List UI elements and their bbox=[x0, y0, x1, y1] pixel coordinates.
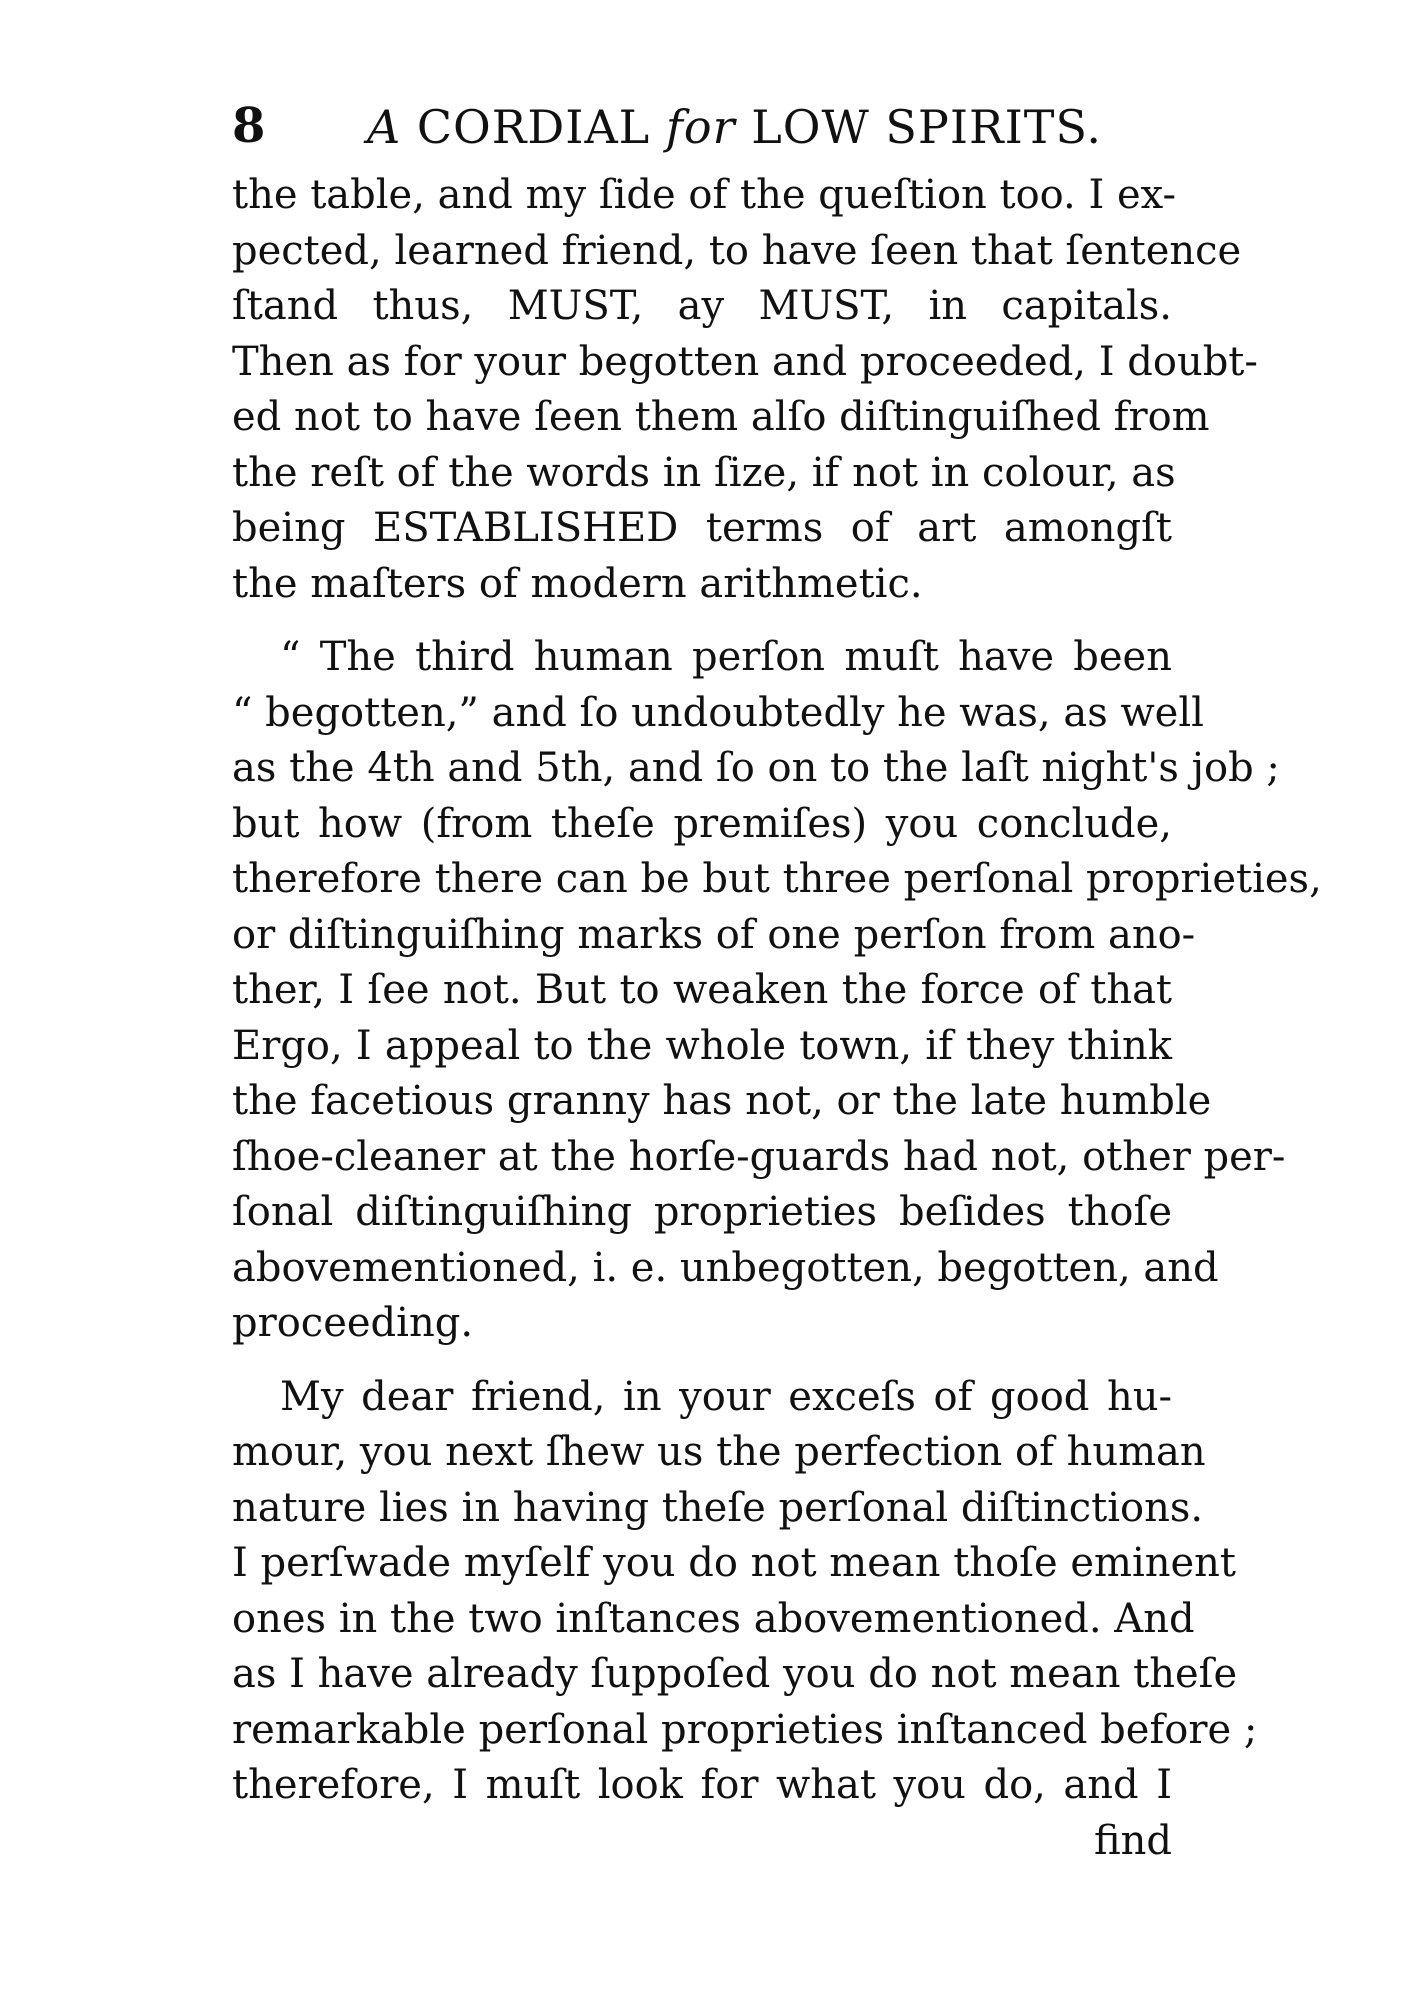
text-line: the facetious granny has not, or the late humble bbox=[232, 1078, 1212, 1124]
text-line: “ begotten,” and ſo undoubtedly he was, as well bbox=[232, 689, 1204, 736]
text-line: therefore there can be but three perſonal proprieties, bbox=[232, 856, 1322, 902]
text-line: pected, learned friend, to have ſeen that ſentence bbox=[232, 227, 1242, 274]
text-line: remarkable perſonal proprieties inſtanced before ; bbox=[232, 1706, 1258, 1753]
text-line: ſonal diſtinguiſhing proprieties beſides thoſe bbox=[232, 1189, 1172, 1235]
text-line: “ The third human perſon muſt have been bbox=[280, 634, 1172, 680]
text-line: abovementioned, i. e. unbegotten, begotten, and bbox=[232, 1244, 1219, 1291]
text-line: ones in the two inſtances abovementioned. And bbox=[232, 1595, 1195, 1642]
running-title bbox=[367, 100, 1102, 154]
text-line: or diſtinguiſhing marks of one perſon from ano- bbox=[232, 911, 1196, 958]
page-number: 8 bbox=[232, 98, 266, 154]
text-line: proceeding. bbox=[232, 1300, 474, 1346]
text-line: Then as for your begotten and proceeded, I doubt- bbox=[232, 338, 1258, 385]
text-line: the table, and my ſide of the queſtion too. I ex- bbox=[232, 172, 1177, 218]
catchword: find bbox=[1093, 1817, 1172, 1864]
body-text bbox=[232, 168, 1322, 1869]
text-line: as I have already ſuppoſed you do not mean theſe bbox=[232, 1651, 1238, 1697]
text-line: nature lies in having theſe perſonal diſtinctions. bbox=[232, 1484, 1204, 1531]
text-line: but how (from theſe premiſes) you conclude, bbox=[232, 800, 1172, 847]
text-line: My dear friend, in your exceſs of good hu- bbox=[280, 1373, 1172, 1420]
text-line: ed not to have ſeen them alſo diſtinguiſhed from bbox=[232, 394, 1210, 440]
running-title-cordial: CORDIAL bbox=[416, 100, 651, 154]
text-line: mour, you next ſhew us the perfection of human bbox=[232, 1429, 1206, 1475]
text-line: therefore, I muſt look for what you do, and I bbox=[232, 1762, 1172, 1808]
text-line: the maſters of modern arithmetic. bbox=[232, 560, 923, 607]
text-line: as the 4th and 5th, and ſo on to the laſt night's job ; bbox=[232, 745, 1280, 791]
running-title-article: A bbox=[367, 100, 402, 154]
text-line: being ESTABLISHED terms of art amongſt bbox=[232, 505, 1172, 551]
text-line: I perſwade myſelf you do not mean thoſe eminent bbox=[232, 1540, 1237, 1586]
text-line: ther, I ſee not. But to weaken the force of that bbox=[232, 967, 1172, 1013]
text-line: Ergo, I appeal to the whole town, if they think bbox=[232, 1022, 1172, 1069]
text-line: the reſt of the words in ſize, if not in colour, as bbox=[232, 449, 1176, 496]
running-title-for: for bbox=[665, 100, 736, 154]
text-line: ſhoe-cleaner at the horſe-guards had not, other per- bbox=[232, 1133, 1286, 1180]
text-line: ſtand thus, MUST, ay MUST, in capitals. bbox=[232, 283, 1172, 329]
running-title-low-spirits: LOW SPIRITS. bbox=[751, 100, 1102, 154]
page-header bbox=[232, 98, 1172, 158]
